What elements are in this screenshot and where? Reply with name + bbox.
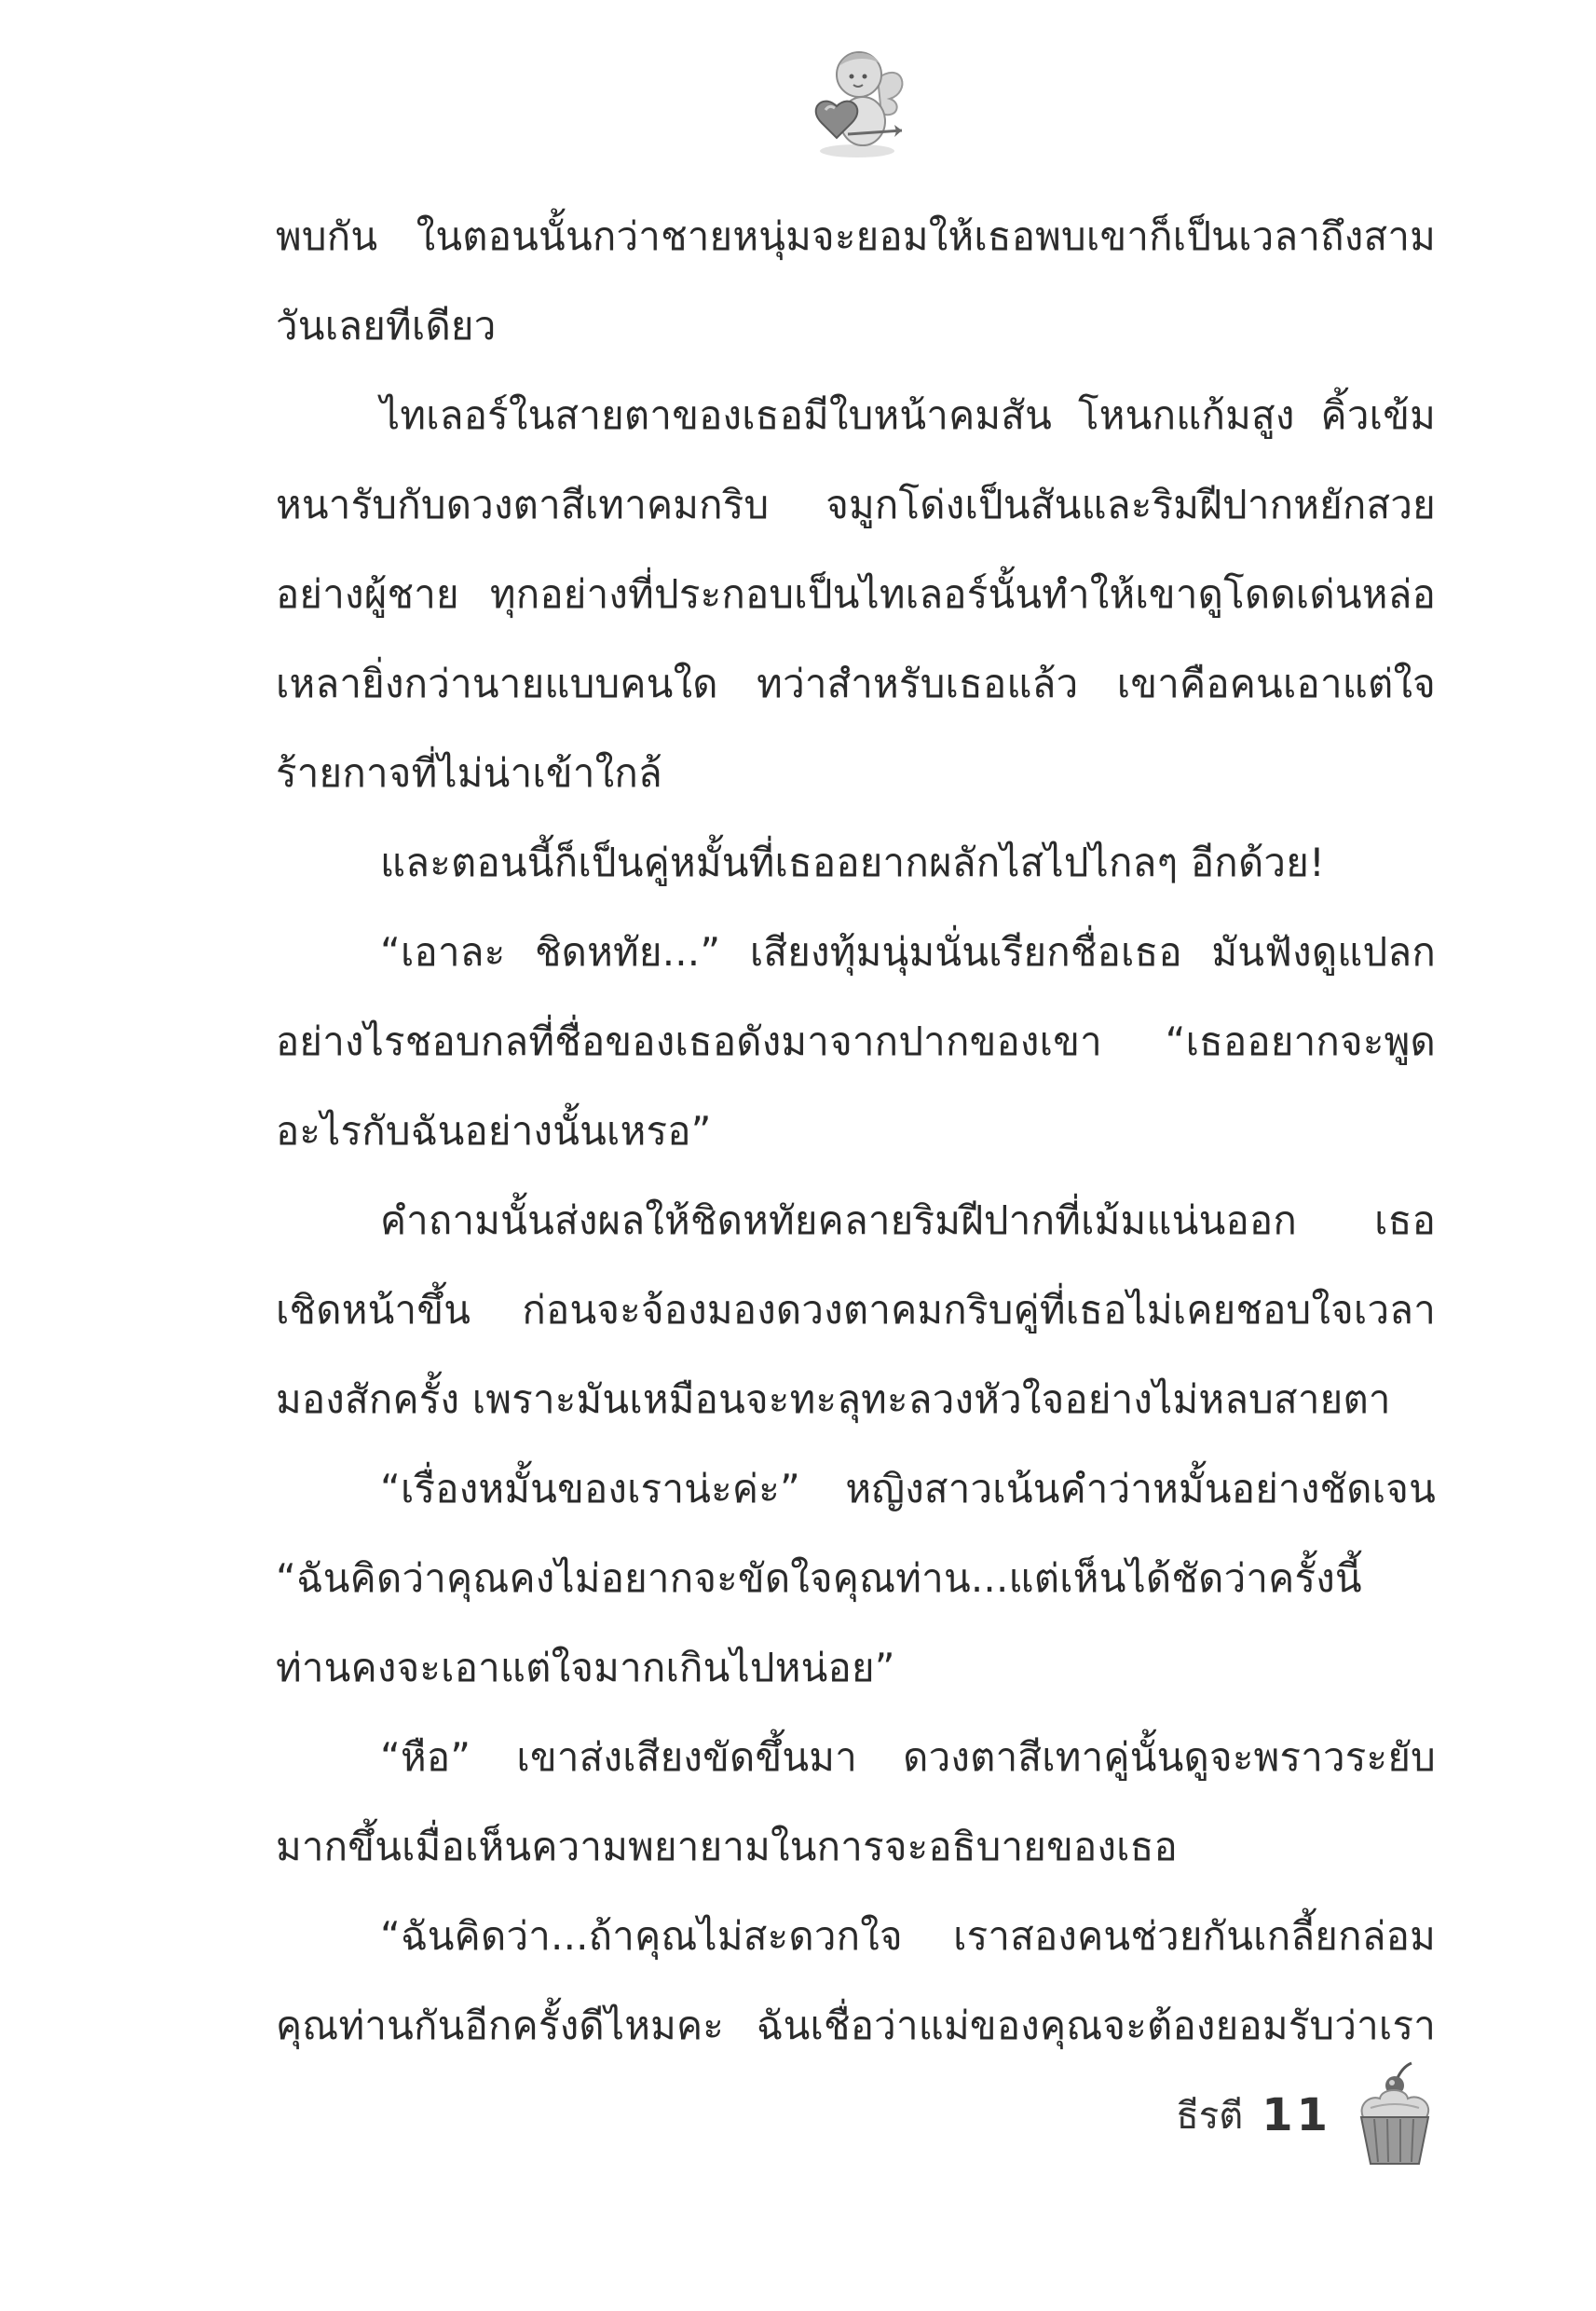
paragraph-8: “ฉันคิดว่า...ถ้าคุณไม่สะดวกใจ เราสองคนช่วยกันเกลี้ยกล่อมคุณท่านกันอีกครั้งดีไหมคะ ฉันเชื่อว่าแม่ของคุณจะต้องยอมรับว่าเรา — [276, 1913, 1436, 2048]
author-name: ธีรตี — [1176, 2095, 1244, 2138]
story-text — [276, 192, 1436, 2070]
paragraph-4: “เอาละ ชิดหทัย...” เสียงทุ้มนุ่มนั่นเรียกชื่อเธอ มันฟังดูแปลกอย่างไรชอบกลที่ชื่อของเธอดังมาจากปากของเขา “เธออยากจะพูดอะไรกับฉันอย่างนั้นเหรอ” — [276, 929, 1436, 1154]
paragraph-6: “เรื่องหมั้นของเราน่ะค่ะ” หญิงสาวเน้นคำว่าหมั้นอย่างชัดเจน “ฉันคิดว่าคุณคงไม่อยากจะขัดใจคุณท่าน...แต่เห็นได้ชัดว่าครั้งนี้ท่านคงจะเอาแต่ใจมากเกินไปหน่อย” — [276, 1466, 1436, 1690]
paragraph-1: พบกัน ในตอนนั้นกว่าชายหนุ่มจะยอมให้เธอพบเขาก็เป็นเวลาถึงสามวันเลยทีเดียว — [276, 213, 1436, 349]
page-footer — [1176, 2059, 1439, 2171]
cupcake-ornament-icon — [1350, 2059, 1439, 2171]
paragraph-5: คำถามนั้นส่งผลให้ชิดหทัยคลายริมฝีปากที่เม้มแน่นออก เธอเชิดหน้าขึ้น ก่อนจะจ้องมองดวงตาคมกริบคู่ที่เธอไม่เคยชอบใจเวลามองสักครั้ง เพราะมันเหมือนจะทะลุทะลวงหัวใจอย่างไม่หลบสายตา — [276, 1197, 1436, 1422]
paragraph-3: และตอนนี้ก็เป็นคู่หมั้นที่เธออยากผลักไสไปไกลๆ อีกด้วย! — [380, 840, 1326, 885]
page-number: 11 — [1262, 2089, 1331, 2141]
cupid-ornament-icon — [801, 41, 913, 162]
paragraph-2: ไทเลอร์ในสายตาของเธอมีใบหน้าคมสัน โหนกแก้มสูง คิ้วเข้มหนารับกับดวงตาสีเทาคมกริบ จมูกโด่งเป็นสันและริมฝีปากหยักสวยอย่างผู้ชาย ทุกอย่างที่ประกอบเป็นไทเลอร์นั้นทำให้เขาดูโดดเด่นหล่อเหลายิ่งกว่านายแบบคนใด ทว่าสำหรับเธอแล้ว เขาคือคนเอาแต่ใจร้ายกาจที่ไม่น่าเข้าใกล้ — [276, 392, 1436, 796]
paragraph-7: “หือ” เขาส่งเสียงขัดขึ้นมา ดวงตาสีเทาคู่นั้นดูจะพราวระยับมากขึ้นเมื่อเห็นความพยายามในการจะอธิบายของเธอ — [276, 1734, 1436, 1869]
